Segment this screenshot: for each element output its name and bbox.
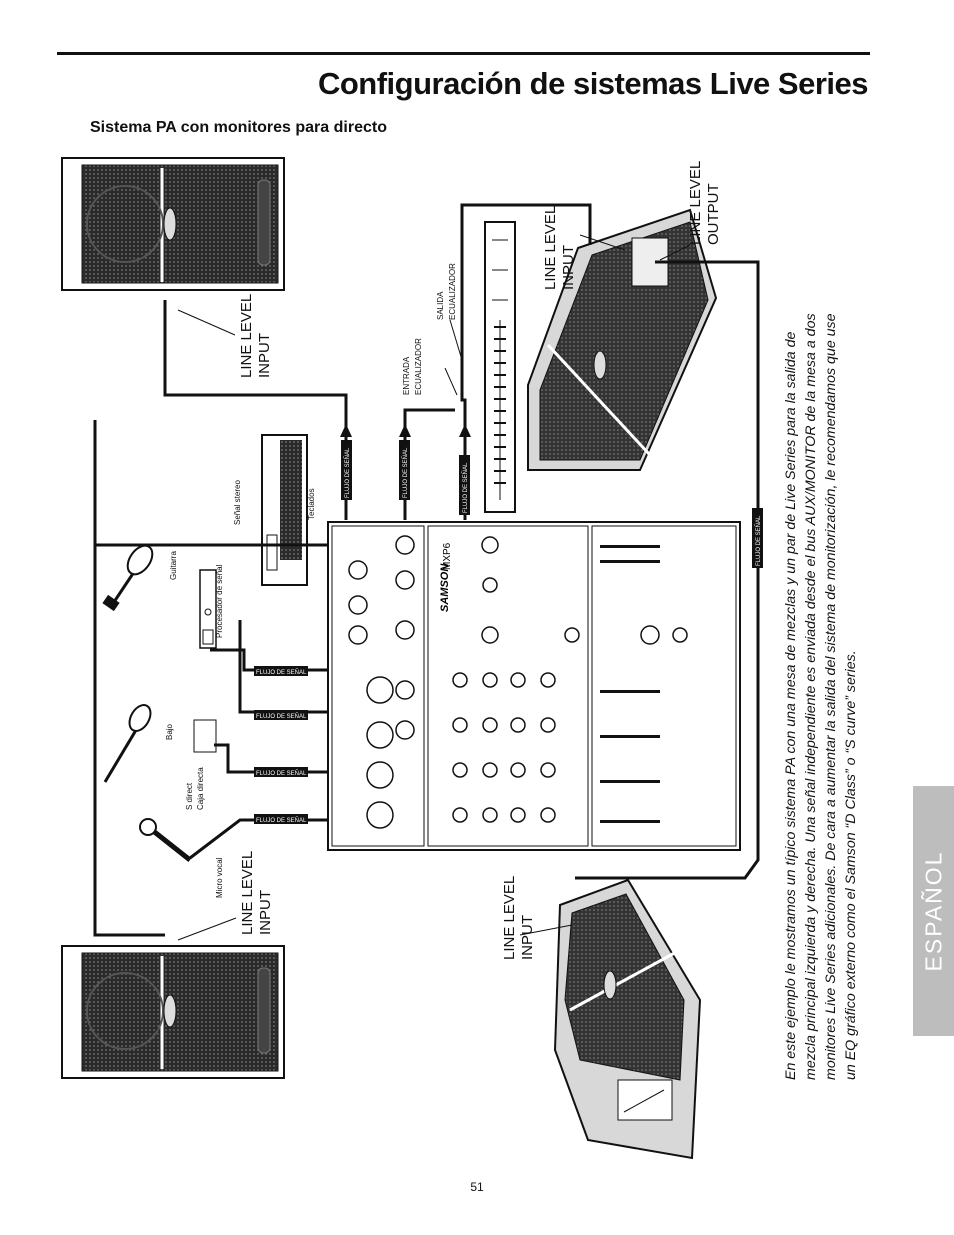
paragraph-line-3: monitores Live Series adicionales. De cara a aumentar la salida del sistema de monitorización, le recomendamos que use [823,313,839,1080]
bass-instrument [105,701,155,782]
page-number: 51 [470,1180,484,1194]
flow-label-5: FLUJO DE SEÑAL [256,670,307,676]
label-line-input-top-1: LINE LEVEL [238,293,255,378]
keyboard-instrument [262,435,307,585]
paragraph-line-1: En este ejemplo le mostramos un típico sistema PA con una mesa de mezclas y un par de Live Series para la salida de [783,331,799,1080]
direct-box [194,720,216,752]
label-s-direct: S direct [185,782,194,810]
label-entrada-1: ENTRADA [402,356,411,395]
guitar-instrument [102,541,157,611]
label-salida-1: SALIDA [436,291,445,320]
flow-label-1: FLUJO DE SEÑAL [345,447,351,498]
label-salida-2: ECUALIZADOR [448,263,457,320]
flow-label-7: FLUJO DE SEÑAL [256,771,307,777]
label-line-input-monitor-top-2: INPUT [560,245,577,290]
pa-speaker-bottom [62,946,284,1078]
label-line-input-bottom-2: INPUT [257,890,274,935]
flow-label-2: FLUJO DE SEÑAL [403,447,409,498]
label-caja-directa: Caja directa [196,767,205,810]
flow-label-3: FLUJO DE SEÑAL [463,462,469,513]
signal-arrows [340,424,471,437]
signal-processor [200,570,216,648]
flow-label-8: FLUJO DE SEÑAL [256,818,307,824]
label-line-output-2: OUTPUT [705,183,722,245]
label-guitarra: Guitarra [169,551,178,580]
paragraph-line-2: mezcla principal izquierda y derecha. Una señal independiente es enviada desde el bus AUX/MONITOR de la mesa a dos [803,313,819,1080]
section-subtitle: Sistema PA con monitores para directo [90,119,387,136]
graphic-eq-unit [485,222,515,512]
flow-label-4: FLUJO DE SEÑAL [756,515,762,566]
label-line-input-monitor-bottom-1: LINE LEVEL [501,875,518,960]
page-title: Configuración de sistemas Live Series [317,66,868,101]
label-line-input-monitor-bottom-2: INPUT [519,915,536,960]
label-senal-stereo: Señal stereo [233,480,242,525]
pa-speaker-top [62,158,284,290]
label-bajo: Bajo [165,723,174,740]
label-line-input-top-2: INPUT [256,333,273,378]
mixer-model: MXP6 [442,542,453,570]
flow-label-6: FLUJO DE SEÑAL [256,714,307,720]
mixer-console [328,522,740,850]
vocal-microphone [140,819,190,860]
label-entrada-2: ECUALIZADOR [414,338,423,395]
monitor-wedge-bottom [555,880,700,1158]
language-tab-label: ESPAÑOL [920,850,946,972]
label-procesador: Procesador de señal [215,564,224,638]
mixer-brand: SAMSON [439,563,451,612]
label-teclados: Teclados [307,488,316,520]
description-paragraph [783,313,859,1080]
label-micro-vocal: Micro vocal [215,857,224,898]
label-line-output-1: LINE LEVEL [687,160,704,245]
label-line-input-monitor-top-1: LINE LEVEL [542,205,559,290]
paragraph-line-4: un EQ gráfico externo como el Samson “D Class” o “S curve” series. [843,650,859,1080]
label-line-input-bottom-1: LINE LEVEL [239,850,256,935]
